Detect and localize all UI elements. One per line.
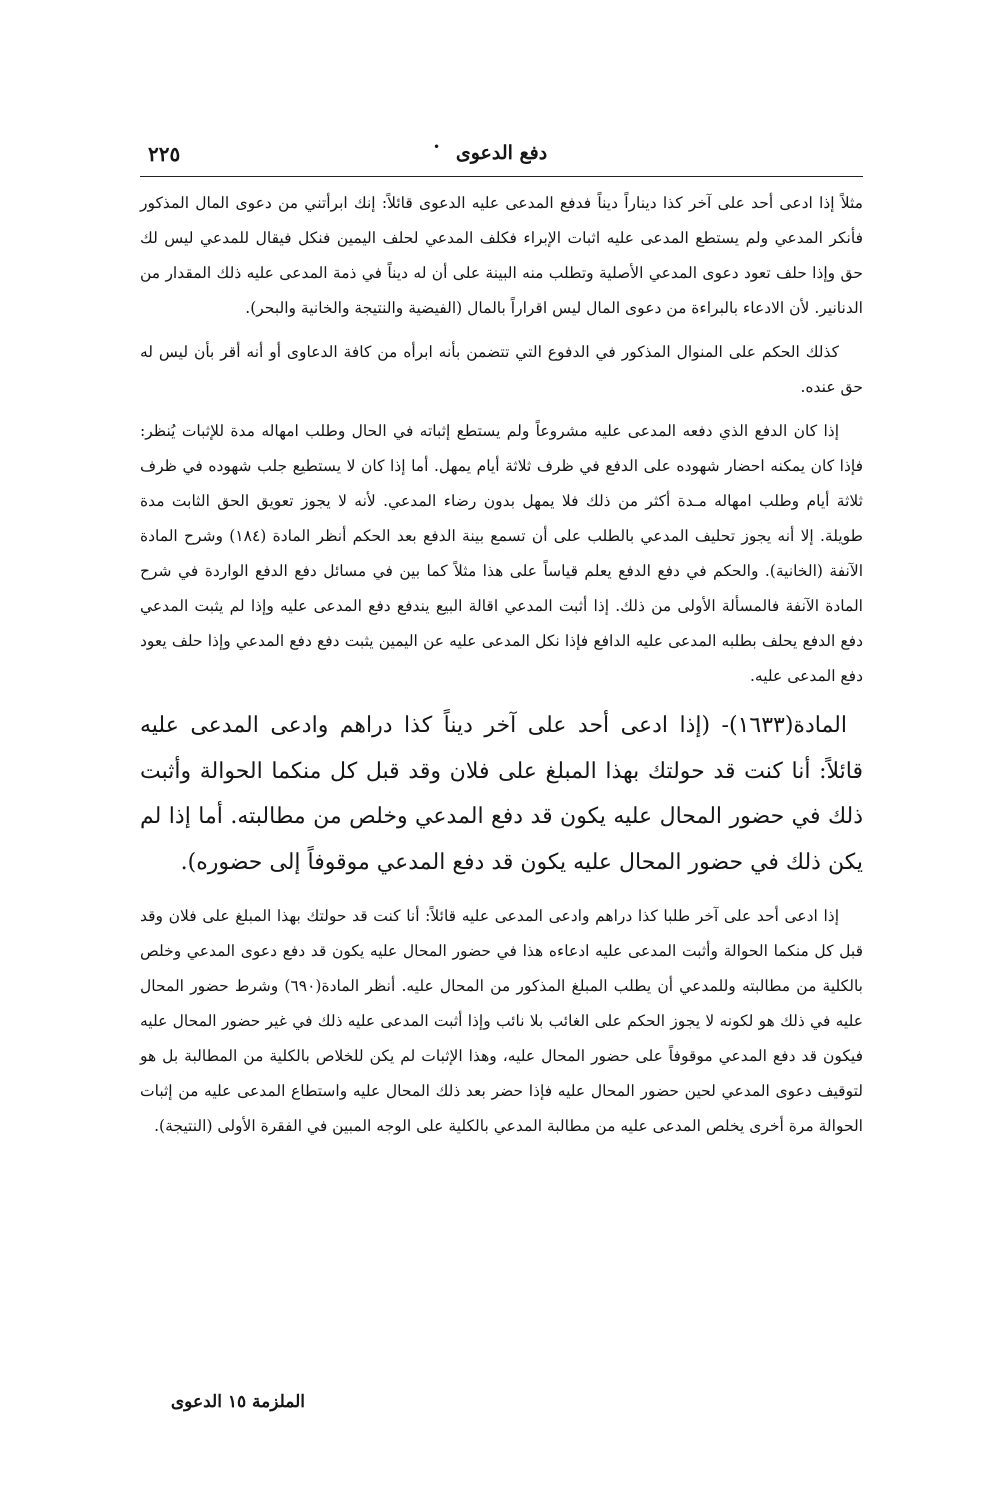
paragraph-ruling: كذلك الحكم على المنوال المذكور في الدفوع التي تتضمن بأنه ابرأه من كافة الدعاوى أو أنه أقر بأن ليس له حق عنده. xyxy=(140,343,863,396)
page-header xyxy=(140,140,863,177)
chapter-title: دفع الدعوى xyxy=(455,142,548,164)
page-body xyxy=(140,186,863,1153)
header-dot: • xyxy=(433,140,441,154)
paragraph-example: مثلاً إذا ادعى أحد على آخر كذا ديناراً ديناً فدفع المدعى عليه الدعوى قائلاً: إنك ابرأتني من دعوى المال المذكور فأنكر المدعي ولم يستطع المدعى عليه اثبات الإبراء فكلف المدعي لحلف اليمين فنكل فيقال للمدعي ليس لك حق وإذا حلف تعود دعوى المدعي الأصلية وتطلب منه البينة على أن له ديناً في ذمة المدعى عليه ذلك المقدار من الدنانير. لأن الادعاء بالبراءة من دعوى المال ليس اقراراً بالمال (الفيضية والنتيجة والخانية والبحر). xyxy=(140,194,863,317)
paragraph-commentary: إذا ادعى أحد على آخر طلبا كذا دراهم وادعى المدعى عليه قائلاً: أنا كنت قد حولتك بهذا المبلغ على فلان وقد قبل كل منكما الحوالة وأثبت المدعى عليه ادعاءه هذا في حضور المحال عليه يكون قد دفع دعوى المدعي وخلص بالكلية من مطالبته وللمدعي أن يطلب المبلغ المذكور من المحال عليه. أنظر المادة(٦٩٠) وشرط حضور المحال عليه في ذلك هو لكونه لا يجوز الحكم على الغائب بلا نائب وإذا أثبت المدعى عليه ذلك في غير حضور المحال عليه فيكون قد دفع المدعي موقوفاً على حضور المحال عليه، وهذا الإثبات لم يكن للخلاص بالكلية من المطالبة بل هو لتوقيف دعوى المدعي لحين حضور المحال عليه فإذا حضر بعد ذلك المحال عليه واستطاع المدعى عليه من إثبات الحوالة مرة أخرى يخلص المدعى عليه من مطالبة المدعي بالكلية على الوجه المبين في الفقرة الأولى (النتيجة). xyxy=(140,907,863,1135)
article-1633: المادة(١٦٣٣)- (إذا ادعى أحد على آخر ديناً كذا دراهم وادعى المدعى عليه قائلاً: أنا كنت قد حولتك بهذا المبلغ على فلان وقد قبل كل منكما الحوالة وأثبت ذلك في حضور المحال عليه يكون قد دفع المدعي وخلص من مطالبته. أما إذا لم يكن ذلك في حضور المحال عليه يكون قد دفع المدعي موقوفاً إلى حضوره). xyxy=(140,713,863,875)
paragraph-proof-delay: إذا كان الدفع الذي دفعه المدعى عليه مشروعاً ولم يستطع إثباته في الحال وطلب امهاله مدة للإثبات يُنظر: فإذا كان يمكنه احضار شهوده على الدفع في ظرف ثلاثة أيام يمهل. أما إذا كان لا يستطيع جلب شهوده في ظرف ثلاثة أيام وطلب امهاله مـدة أكثر من ذلك فلا يمهل بدون رضاء المدعي. لأنه لا يجوز تعويق الحق الثابت مدة طويلة. إلا أنه يجوز تحليف المدعي بالطلب على أن تسمع بينة الدفع بعد الحكم أنظر المادة (١٨٤) وشرح المادة الآنفة (الخانية). والحكم في دفع الدفع يعلم قياساً على هذا مثلاً كما بين في مسائل دفع الدفع الواردة في شرح المادة الآنفة فالمسألة الأولى من ذلك. إذا أثبت المدعي اقالة البيع يندفع دفع المدعى عليه وإذا لم يثبت المدعي دفع الدفع يحلف بطلبه المدعى عليه الدافع فإذا نكل المدعى عليه عن اليمين يثبت دفع دفع المدعي وإذا حلف يعود دفع المدعى عليه. xyxy=(140,422,863,685)
signature-footer: الملزمة ١٥ الدعوى xyxy=(170,1392,305,1412)
page-number: ٢٢٥ xyxy=(148,142,181,166)
